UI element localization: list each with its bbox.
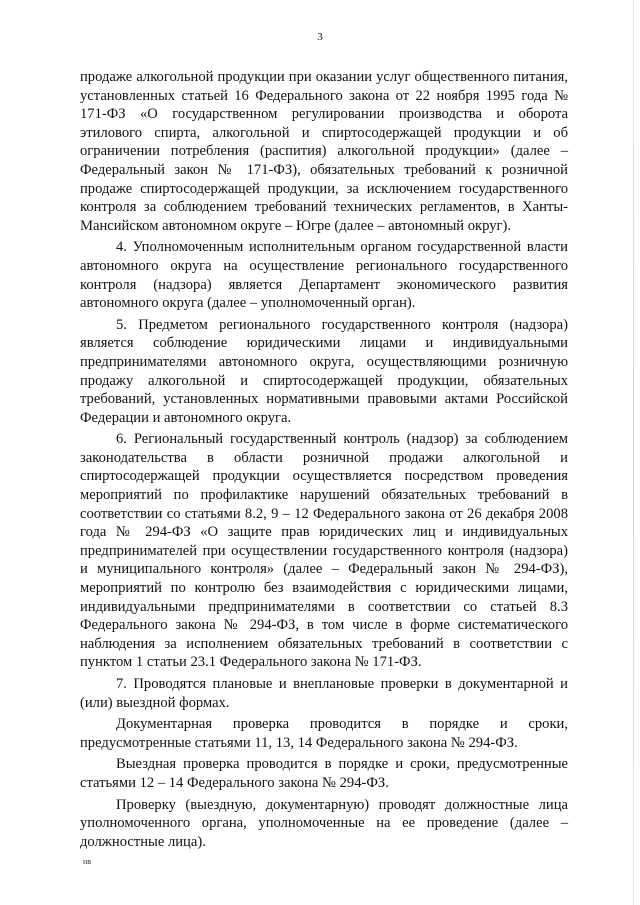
paragraph-documentary-check: Документарная проверка проводится в порядке и сроки, предусмотренные статьями 11, 13, 14 Федерального закона № 294-ФЗ.	[80, 716, 568, 751]
paragraph-officials: Проверку (выездную, документарную) проводят должностные лица уполномоченного органа, уполномоченные на ее проведение (далее – должностные лица).	[80, 796, 568, 850]
paragraph-5: 5. Предметом регионального государственного контроля (надзора) является соблюдение юридическими лицами и индивидуальными предпринимателями автономного округа, осуществляющими розничную продажу алкогольной и спиртосодержащей продукции, обязательных требований, установленных нормативными правовыми актами Российской Федерации и автономного округа.	[80, 316, 568, 426]
page-edge	[633, 0, 634, 905]
page-number: 3	[317, 31, 323, 43]
footer-mark: нв	[83, 857, 92, 866]
document-body	[80, 68, 568, 851]
paragraph-4: 4. Уполномоченным исполнительным органом государственной власти автономного округа на осуществление регионального государственного контроля (надзора) является Департамент экономического развития автономного округа (далее – уполномоченный орган).	[80, 239, 568, 312]
paragraph-onsite-check: Выездная проверка проводится в порядке и сроки, предусмотренные статьями 12 – 14 Федерального закона № 294-ФЗ.	[80, 756, 568, 791]
paragraph-continuation: продаже алкогольной продукции при оказании услуг общественного питания, установленных статьей 16 Федерального закона от 22 ноября 1995 года № 171-ФЗ «О государственном регулировании производства и оборота этилового спирта, алкогольной и спиртосодержащей продукции и об ограничении потребления (распития) алкогольной продукции» (далее – Федеральный закон № 171-ФЗ), обязательных требований к розничной продаже спиртосодержащей продукции, за исключением государственного контроля за соблюдением требований технических регламентов, в Ханты-Мансийском автономном округе – Югре (далее – автономный округ).	[80, 69, 568, 234]
paragraph-7: 7. Проводятся плановые и внеплановые проверки в документарной и (или) выездной формах.	[80, 676, 568, 711]
paragraph-6: 6. Региональный государственный контроль (надзор) за соблюдением законодательства в области розничной продажи алкогольной и спиртосодержащей продукции осуществляется посредством проведения мероприятий по профилактике нарушений обязательных требований в соответствии со статьями 8.2, 9 – 12 Федерального закона от 26 декабря 2008 года № 294-ФЗ «О защите прав юридических лиц и индивидуальных предпринимателей при осуществлении государственного контроля (надзора) и муниципального контроля» (далее – Федеральный закон № 294-ФЗ), мероприятий по контролю без взаимодействия с юридическими лицами, индивидуальными предпринимателями в соответствии со статьей 8.3 Федерального закона № 294-ФЗ, в том числе в форме систематического наблюдения за исполнением обязательных требований в соответствии с пунктом 1 статьи 23.1 Федерального закона № 171-ФЗ.	[80, 431, 568, 671]
